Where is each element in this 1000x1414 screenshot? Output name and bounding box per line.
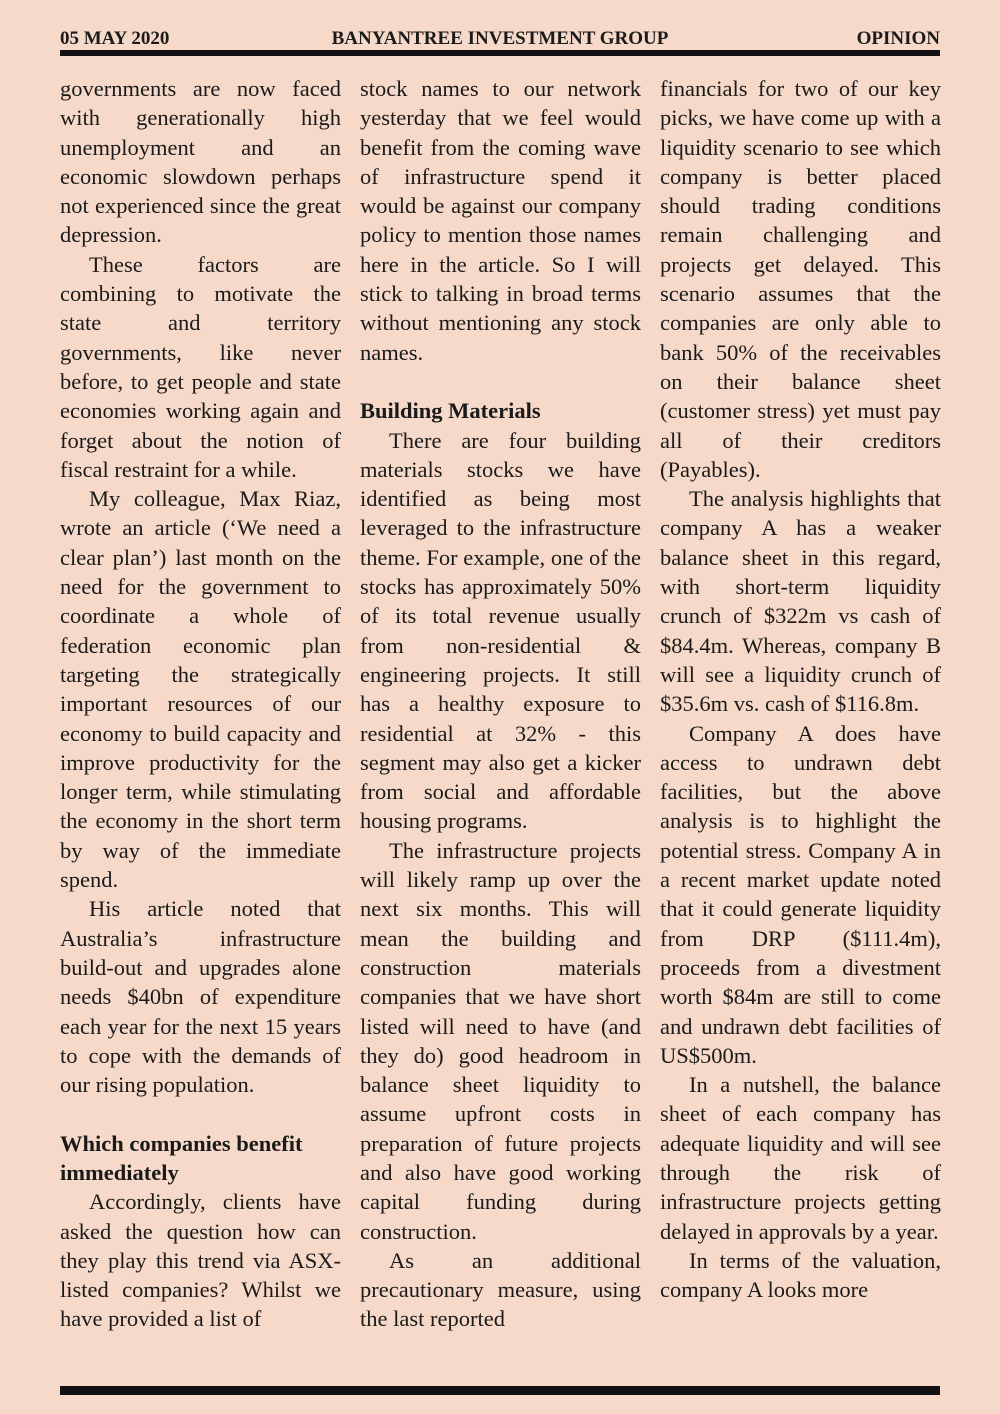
article-column-1 — [60, 74, 341, 1364]
issue-date: 05 MAY 2020 — [60, 28, 170, 49]
footer-rule — [60, 1386, 940, 1395]
header-rule — [60, 50, 940, 56]
paragraph: His article noted that Australia’s infrastructure build-out and upgrades alone needs $40bn of expenditure each year for the next 15 years to cope with the demands of our rising population. — [60, 896, 341, 1098]
section-label: OPINION — [856, 28, 940, 49]
subheading: Building Materials — [360, 398, 541, 424]
article-column-2 — [360, 74, 641, 1364]
paragraph: stock names to our network yesterday that we feel would benefit from the coming wave of infrastructure spend it would be against our company policy to mention those names here in the article. So I will stick to talking in broad terms without mentioning any stock names. — [360, 76, 641, 365]
paragraph: Company A does have access to undrawn debt facilities, but the above analysis is to highlight the potential stress. Company A in a recent market update noted that it could generate liquidity from DRP ($111.4m), proceeds from a divestment worth $84m are still to come and undrawn debt facilities of US$500m. — [660, 720, 941, 1068]
paragraph: In terms of the valuation, company A looks more — [660, 1247, 941, 1303]
article-column-3 — [660, 74, 941, 1364]
paragraph: In a nutshell, the balance sheet of each company has adequate liquidity and will see through the risk of infrastructure projects getting delayed in approvals by a year. — [660, 1072, 941, 1244]
paragraph: Accordingly, clients have asked the question how can they play this trend via ASX-listed companies? Whilst we have provided a list of — [60, 1189, 341, 1332]
paragraph: There are four building materials stocks we have identified as being most leveraged to the infrastructure theme. For example, one of the stocks has approximately 50% of its total revenue usually from non-residential & engineering projects. It still has a healthy exposure to residential at 32% - this segment may also get a kicker from social and affordable housing programs. — [360, 427, 641, 834]
paragraph: governments are now faced with generationally high unemployment and an economic slowdown perhaps not experienced since the great depression. — [60, 76, 341, 248]
publisher-name: BANYANTREE INVESTMENT GROUP — [331, 28, 669, 49]
paragraph: The analysis highlights that company A has a weaker balance sheet in this regard, with short-term liquidity crunch of $322m vs cash of $84.4m. Whereas, company B will see a liquidity crunch of $35.6m vs. cash of $116.8m. — [660, 486, 941, 717]
paragraph: financials for two of our key picks, we have come up with a liquidity scenario to see which company is better placed should trading conditions remain challenging and projects get delayed. This scenario assumes that the companies are only able to bank 50% of the receivables on their balance sheet (customer stress) yet must pay all of their creditors (Payables). — [660, 76, 941, 482]
page-header — [60, 26, 940, 52]
paragraph: These factors are combining to motivate the state and territory governments, like never before, to get people and state economies working again and forget about the notion of fiscal restraint for a while. — [60, 251, 341, 482]
spacer — [60, 1099, 341, 1128]
paragraph: The infrastructure projects will likely ramp up over the next six months. This will mean the building and construction materials companies that we have short listed will need to have (and they do) good headroom in balance sheet liquidity to assume upfront costs in preparation of future projects and also have good working capital funding during construction. — [360, 837, 641, 1244]
subheading: Which companies benefit immediately — [60, 1130, 303, 1185]
spacer — [360, 367, 641, 396]
paragraph: As an additional precautionary measure, using the last reported — [360, 1247, 641, 1332]
paragraph: My colleague, Max Riaz, wrote an article (‘We need a clear plan’) last month on the need for the government to coordinate a whole of federation economic plan targeting the strategically important resources of our economy to build capacity and improve productivity for the longer term, while stimulating the economy in the short term by way of the immediate spend. — [60, 486, 341, 893]
